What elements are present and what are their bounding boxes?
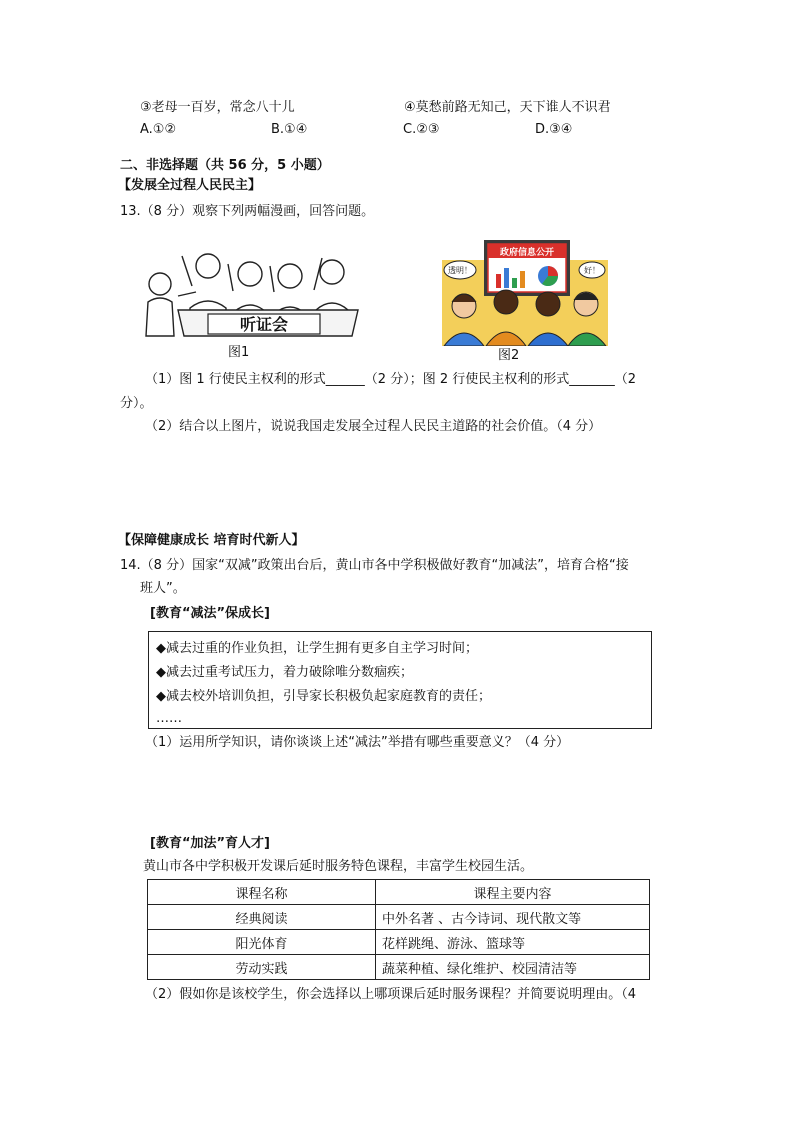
q12-choice-a: A.①② [140,122,177,137]
course-content: 中外名著 、古今诗词、现代散文等 [376,905,650,930]
q13-sub1-line2: 分）。 [120,396,153,411]
table-row [148,930,650,955]
course-table [147,879,650,980]
q12-choice-d: D.③④ [535,122,573,137]
q14-block2-title: [教育“加法”育人才] [150,836,270,851]
reduction-bullet-2: ◆减去过重考试压力，着力破除唯分数痼疾； [156,665,413,680]
reduction-bullet-ellipsis: …… [156,711,182,726]
course-content: 蔬菜种植、绿化维护、校园清洁等 [376,955,650,980]
course-name: 阳光体育 [148,930,376,955]
info-disclosure-illustration [442,240,608,346]
q12-choice-c: C.②③ [403,122,440,137]
q14-block1-title: [教育“减法”保成长] [150,606,270,621]
theme-heading-democracy: 【发展全过程人民民主】 [118,178,262,193]
table-row [148,955,650,980]
section-title: 二、非选择题（共 56 分，5 小题） [120,158,330,173]
reduction-bullet-3: ◆减去校外培训负担，引导家长积极负起家庭教育的责任； [156,689,491,704]
q12-option-3: ③老母一百岁，常念八十儿 [140,100,295,115]
theme-heading-growth: 【保障健康成长 培育时代新人】 [118,533,305,548]
figure-1-caption: 图1 [228,345,250,360]
q14-intro: 黄山市各中学积极开发课后延时服务特色课程，丰富学生校园生活。 [143,859,534,874]
hearing-sign-text: 听证会 [239,315,289,334]
table-row [148,905,650,930]
bubble-left-text: 透明！ [448,266,472,275]
course-name: 经典阅读 [148,905,376,930]
figure-hearing-cartoon [138,236,360,344]
header-course-name: 课程名称 [148,880,376,905]
q14-sub2: （2）假如你是该校学生，你会选择以上哪项课后延时服务课程？并简要说明理由。（4 [145,987,637,1002]
q12-option-4: ④莫愁前路无知己，天下谁人不识君 [404,100,611,115]
q13-sub1-line1: （1）图 1 行使民主权利的形式______（2 分）；图 2 行使民主权利的形式_______（2 [145,372,637,387]
hearing-cartoon-illustration [138,236,360,344]
course-table-header [148,880,650,905]
header-course-content: 课程主要内容 [376,880,650,905]
q12-choice-b: B.①④ [271,122,308,137]
figure-info-disclosure-cartoon [442,240,608,346]
q13-stem: 13.（8 分）观察下列两幅漫画，回答问题。 [120,204,375,219]
q14-stem-line2: 班人”。 [140,581,186,596]
figure-2-caption: 图2 [498,348,520,363]
course-content: 花样跳绳、游泳、篮球等 [376,930,650,955]
info-board-title: 政府信息公开 [499,248,555,258]
bubble-right-text: 好！ [584,266,600,275]
course-name: 劳动实践 [148,955,376,980]
pie-chart-icon [538,266,558,286]
q14-stem-line1: 14.（8 分）国家“双减”政策出台后，黄山市各中学积极做好教育“加减法”，培育合格“接 [120,558,629,573]
q14-sub1: （1）运用所学知识，请你谈谈上述“减法”举措有哪些重要意义？（4 分） [145,735,570,750]
reduction-bullet-1: ◆减去过重的作业负担，让学生拥有更多自主学习时间； [156,641,478,656]
q13-sub2: （2）结合以上图片，说说我国走发展全过程人民民主道路的社会价值。（4 分） [145,419,602,434]
